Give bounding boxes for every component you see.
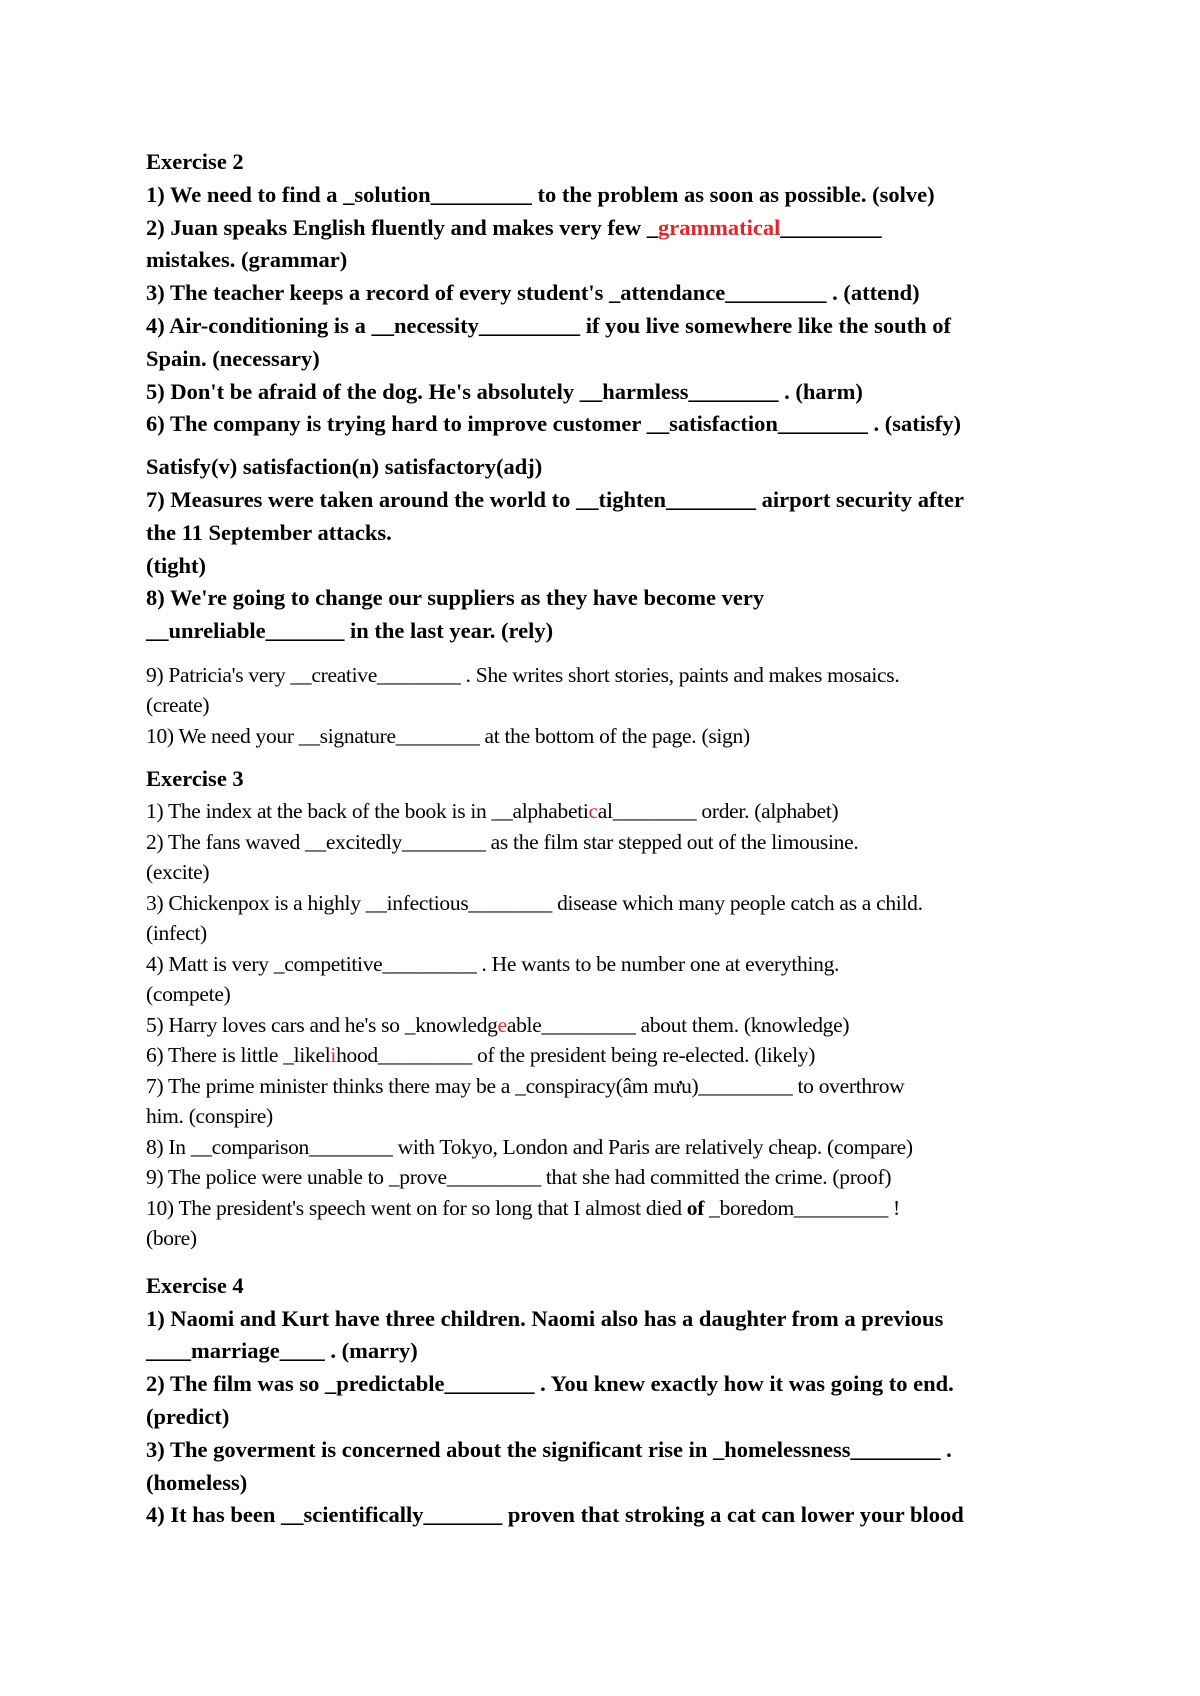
exercise-3-item-10 [146, 1193, 1086, 1224]
exercise-3-item-1 [146, 796, 1086, 827]
exercise-2-item-4-cont: Spain. (necessary) [146, 345, 320, 371]
document-content [146, 146, 1086, 1532]
exercise-3-item-3-cont: (infect) [146, 921, 207, 946]
exercise-2-item-5: 5) Don't be afraid of the dog. He's absolutely __harmless________ . (harm) [146, 378, 863, 404]
corrected-letter: c [588, 799, 598, 824]
exercise-2-item-9-cont: (create) [146, 693, 210, 718]
item-text: 5) Harry loves cars and he's so _knowledg [146, 1012, 498, 1037]
exercise-4-title: Exercise 4 [146, 1272, 244, 1298]
exercise-2-item-2 [146, 212, 1086, 245]
exercise-3-item-7-cont: him. (conspire) [146, 1104, 273, 1129]
item-text: able_________ about them. (knowledge) [506, 1012, 850, 1037]
exercise-3-item-7: 7) The prime minister thinks there may be a _conspiracy(âm mưu)_________ to overthrow [146, 1073, 905, 1098]
exercise-3-item-4-cont: (compete) [146, 982, 231, 1007]
item-text: 6) There is little _likel [146, 1043, 331, 1068]
exercise-2-item-8: 8) We're going to change our suppliers as they have become very [146, 585, 765, 611]
exercise-2-item-6: 6) The company is trying hard to improve customer __satisfaction________ . (satisfy) [146, 411, 961, 437]
exercise-3-item-4: 4) Matt is very _competitive_________ . He wants to be number one at everything. [146, 951, 840, 976]
exercise-4-item-1-cont: ____marriage____ . (marry) [146, 1338, 418, 1364]
exercise-4-item-2-cont: (predict) [146, 1403, 230, 1429]
exercise-3-item-8: 8) In __comparison________ with Tokyo, London and Paris are relatively cheap. (compare) [146, 1134, 913, 1159]
exercise-2-item-1: 1) We need to find a _solution_________ to the problem as soon as possible. (solve) [146, 181, 935, 207]
exercise-3-item-2: 2) The fans waved __excitedly________ as the film star stepped out of the limousine. [146, 829, 859, 854]
exercise-2-item-4: 4) Air-conditioning is a __necessity_________ if you live somewhere like the south of [146, 312, 951, 338]
corrected-letter: i [330, 1043, 337, 1068]
exercise-2-item-8-cont: __unreliable_______ in the last year. (rely) [146, 618, 554, 644]
exercise-4-item-3-cont: (homeless) [146, 1469, 248, 1495]
exercise-2-title: Exercise 2 [146, 149, 244, 174]
exercise-2-note: Satisfy(v) satisfaction(n) satisfactory(adj) [146, 454, 543, 480]
exercise-2-item-7-cont: (tight) [146, 552, 206, 578]
exercise-2-item-10: 10) We need your __signature________ at the bottom of the page. (sign) [146, 723, 750, 748]
exercise-3-item-10-cont: (bore) [146, 1226, 197, 1251]
item-text: 2) Juan speaks English fluently and makes very few _ [146, 214, 658, 240]
exercise-3-item-5 [146, 1010, 1086, 1041]
exercise-4-item-3: 3) The goverment is concerned about the significant rise in _homelessness________ . [146, 1436, 952, 1462]
exercise-2-item-7-cont: the 11 September attacks. [146, 519, 392, 545]
exercise-2-item-2-cont: mistakes. (grammar) [146, 247, 348, 273]
item-text: 1) The index at the back of the book is in __alphabeti [146, 799, 589, 824]
item-text: al________ order. (alphabet) [597, 799, 839, 824]
exercise-3-item-3: 3) Chickenpox is a highly __infectious________ disease which many people catch as a child. [146, 890, 923, 915]
bold-word: of [686, 1195, 705, 1220]
exercise-3-item-2-cont: (excite) [146, 860, 210, 885]
exercise-2-item-3: 3) The teacher keeps a record of every student's _attendance_________ . (attend) [146, 280, 920, 306]
corrected-answer: grammatical [657, 214, 781, 240]
exercise-2-item-9: 9) Patricia's very __creative________ . She writes short stories, paints and makes mosaics. [146, 662, 900, 687]
exercise-3-title: Exercise 3 [146, 766, 244, 792]
item-text: _________ [780, 214, 882, 240]
exercise-4-item-4: 4) It has been __scientifically_______ proven that stroking a cat can lower your blood [146, 1502, 964, 1528]
exercise-2-item-7: 7) Measures were taken around the world to __tighten________ airport security after [146, 486, 965, 512]
item-text: _boredom_________ ! [704, 1195, 900, 1220]
item-text: hood_________ of the president being re-elected. (likely) [336, 1043, 816, 1068]
exercise-3-item-9: 9) The police were unable to _prove_________ that she had committed the crime. (proof) [146, 1165, 892, 1190]
exercise-4-item-1: 1) Naomi and Kurt have three children. Naomi also has a daughter from a previous [146, 1305, 944, 1331]
corrected-letter: e [497, 1012, 507, 1037]
exercise-3-item-6 [146, 1040, 1086, 1071]
exercise-4-item-2: 2) The film was so _predictable________ . You knew exactly how it was going to end. [146, 1371, 954, 1397]
item-text: 10) The president's speech went on for so long that I almost died [146, 1195, 687, 1220]
